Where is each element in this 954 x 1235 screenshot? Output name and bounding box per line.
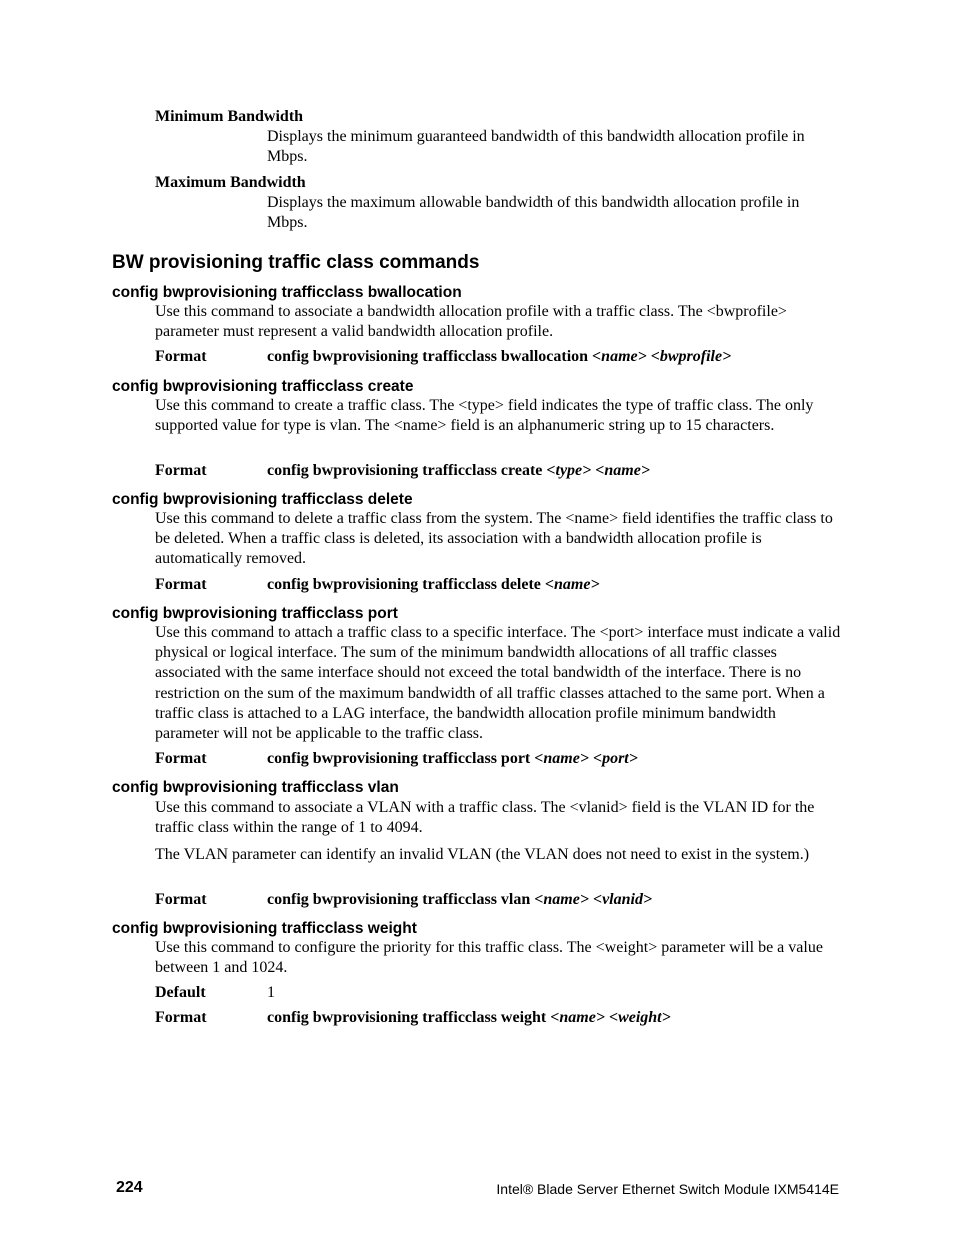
format-label: Format	[155, 462, 207, 479]
command-heading-vlan: config bwprovisioning trafficclass vlan	[112, 779, 399, 796]
format-command: config bwprovisioning trafficclass create	[267, 462, 543, 479]
command-note-vlan: The VLAN parameter can identify an invalid VLAN (the VLAN does not need to exist in the system.)	[155, 846, 810, 863]
format-command: config bwprovisioning trafficclass vlan	[267, 891, 531, 908]
definition-desc-minimum-bandwidth: Displays the minimum guaranteed bandwidth of this bandwidth allocation profile in Mbps.	[267, 128, 805, 166]
command-desc-port: Use this command to attach a traffic class to a specific interface. The <port> interface must indicate a valid physical or logical interface. The sum of the minimum bandwidth allocations of all traffic classes associated with the same interface should not exceed the total bandwidth of the interface. There is no restriction on the sum of the maximum bandwidth of all traffic classes attached to the same port. When a traffic class is attached to a LAG interface, the bandwidth allocation profile minimum bandwidth parameter will not be applicable to the traffic class.	[155, 624, 841, 743]
command-heading-weight: config bwprovisioning trafficclass weight	[112, 920, 417, 937]
format-label: Format	[155, 891, 207, 908]
format-args: <name> <vlanid>	[534, 891, 653, 908]
format-command: config bwprovisioning trafficclass port	[267, 750, 531, 767]
format-args: <name> <port>	[534, 750, 638, 767]
command-heading-bwallocation: config bwprovisioning trafficclass bwallocation	[112, 284, 462, 301]
document-title: Intel® Blade Server Ethernet Switch Module IXM5414E	[496, 1181, 839, 1197]
format-args: <name> <bwprofile>	[592, 348, 732, 365]
command-desc-weight: Use this command to configure the priority for this traffic class. The <weight> parameter will be a value between 1 and 1024.	[155, 939, 823, 977]
format-syntax-weight	[267, 1008, 671, 1028]
default-label: Default	[155, 984, 206, 1001]
definition-term-maximum-bandwidth: Maximum Bandwidth	[155, 174, 306, 191]
format-label: Format	[155, 576, 207, 593]
format-syntax-delete	[267, 575, 600, 595]
format-syntax-create	[267, 461, 650, 481]
command-desc-delete: Use this command to delete a traffic class from the system. The <name> field identifies the traffic class to be deleted. When a traffic class is deleted, its association with a bandwidth allocation profile is automatically removed.	[155, 510, 833, 568]
section-title: BW provisioning traffic class commands	[112, 252, 480, 273]
format-syntax-port	[267, 749, 638, 769]
format-command: config bwprovisioning trafficclass delete	[267, 576, 541, 593]
format-label: Format	[155, 750, 207, 767]
command-desc-vlan: Use this command to associate a VLAN with a traffic class. The <vlanid> field is the VLAN ID for the traffic class within the range of 1 to 4094.	[155, 799, 815, 837]
definition-term-minimum-bandwidth: Minimum Bandwidth	[155, 108, 304, 125]
format-args: <type> <name>	[546, 462, 650, 479]
format-command: config bwprovisioning trafficclass weight	[267, 1009, 547, 1026]
format-command: config bwprovisioning trafficclass bwallocation	[267, 348, 589, 365]
command-heading-delete: config bwprovisioning trafficclass delete	[112, 491, 413, 508]
command-desc-bwallocation: Use this command to associate a bandwidth allocation profile with a traffic class. The <bwprofile> parameter must represent a valid bandwidth allocation profile.	[155, 303, 787, 341]
format-syntax-vlan	[267, 890, 652, 910]
default-value-weight: 1	[267, 984, 275, 1001]
format-label: Format	[155, 348, 207, 365]
command-heading-create: config bwprovisioning trafficclass create	[112, 378, 414, 395]
command-desc-create: Use this command to create a traffic class. The <type> field indicates the type of traffic class. The only supported value for type is vlan. The <name> field is an alphanumeric string up to 15 characters.	[155, 397, 814, 435]
command-heading-port: config bwprovisioning trafficclass port	[112, 605, 398, 622]
format-args: <name> <weight>	[550, 1009, 671, 1026]
format-args: <name>	[544, 576, 600, 593]
format-syntax-bwallocation	[267, 347, 731, 367]
format-label: Format	[155, 1009, 207, 1026]
page-number: 224	[116, 1179, 143, 1196]
definition-desc-maximum-bandwidth: Displays the maximum allowable bandwidth of this bandwidth allocation profile in Mbps.	[267, 194, 800, 232]
